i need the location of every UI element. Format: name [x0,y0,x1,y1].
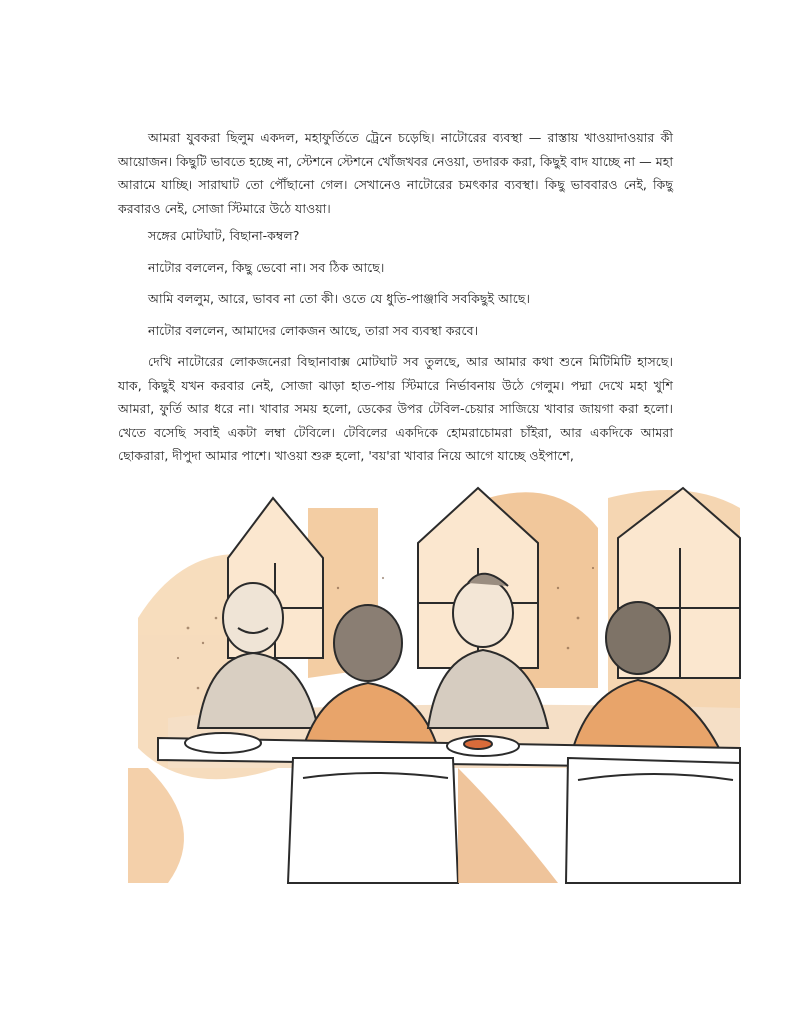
paragraph-2: সঙ্গের মোটঘাট, বিছানা-কম্বল? [148,228,300,243]
paragraph-6: দেখি নাটোরের লোকজনেরা বিছানাবাক্স মোটঘাট সব তুলছে, আর আমার কথা শুনে মিটিমিটি হাসছে। যাক, কিছুই যখন করবার নেই, সোজা ঝাড়া হাত-পায় স্টিমারে নির্ভাবনায় উঠে গেলুম। পদ্মা দেখে মহা খুশি আমরা, ফুর্তি আর ধরে না। খাবার সময় হলো, ডেকের উপর টেবিল-চেয়ার সাজিয়ে খাবার জায়গা করা হলো। খেতে বসেছি সবাই একটা লম্বা টেবিলে। টেবিলের একদিকে হোমরাচোমরা চাঁইরা, আর একদিকে আমরা ছোকরারা, দীপুদা আমার পাশে। খাওয়া শুরু হলো, 'বয়'রা খাবার নিয়ে আগে যাচ্ছে ওইপাশে, [118,354,673,463]
chair-left [288,758,458,883]
story-text [118,126,673,472]
paragraph-1: আমরা যুবকরা ছিলুম একদল, মহাফুর্তিতে ট্রেনে চড়েছি। নাটোরের ব্যবস্থা — রাস্তায় খাওয়াদাওয়ার কী আয়োজন। কিছুটি ভাবতে হচ্ছে না, স্টেশনে স্টেশনে খোঁজখবর নেওয়া, তদারক করা, কিছুই বাদ যাচ্ছে না — মহা আরামে যাচ্ছি। সারাঘাট তো পৌঁছানো গেল। সেখানেও নাটোরের চমৎকার ব্যবস্থা। কিছু ভাববারও নেই, কিছু করবারও নেই, সোজা স্টিমারে উঠে যাওয়া। [118,130,673,216]
paragraph-5: নাটোর বললেন, আমাদের লোকজন আছে, তারা সব ব্যবস্থা করবে। [148,322,479,338]
paragraph-4: আমি বললুম, আরে, ভাবব না তো কী। ওতে যে ধুতি-পাঞ্জাবি সবকিছুই আছে। [148,291,530,306]
dining-illustration [128,468,746,888]
paragraph-3: নাটোর বললেন, কিছু ভেবো না। সব ঠিক আছে। [148,259,385,275]
chair-right [566,758,740,883]
